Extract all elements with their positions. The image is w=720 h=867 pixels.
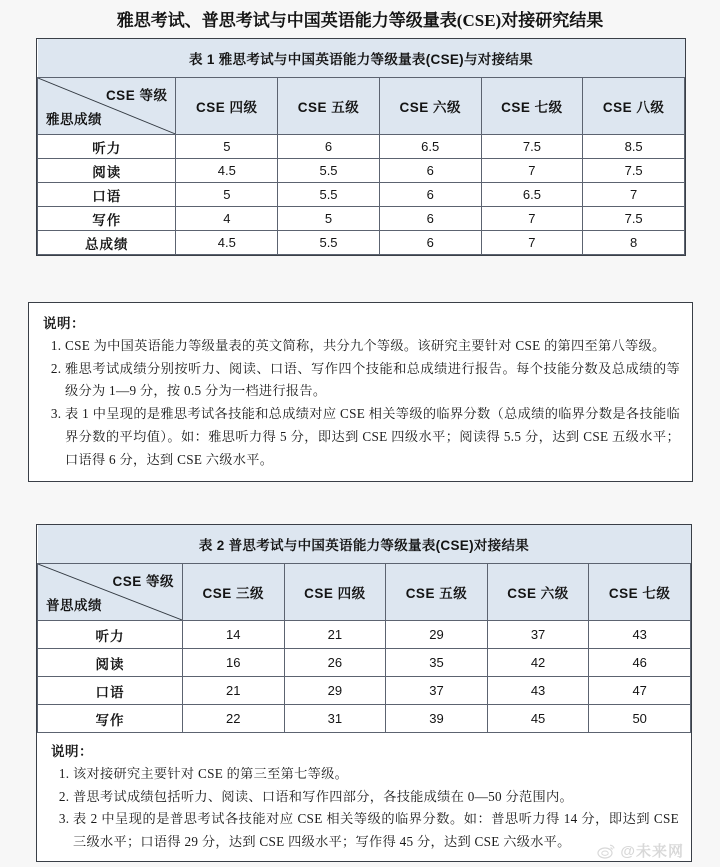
table-2-cell: 45 bbox=[487, 705, 589, 733]
table-2-col-header: CSE 三级 bbox=[182, 564, 284, 621]
table-2-row-label: 口语 bbox=[38, 677, 183, 705]
table-row bbox=[38, 135, 685, 159]
table-1-cell: 7 bbox=[583, 183, 685, 207]
table-1-cell: 7.5 bbox=[583, 207, 685, 231]
table-1-cell: 7 bbox=[481, 207, 583, 231]
table-1-corner-bottom-label: 雅思成绩 bbox=[46, 112, 102, 127]
table-row bbox=[38, 159, 685, 183]
table-2-cell: 46 bbox=[589, 649, 691, 677]
table-2-row-label: 听力 bbox=[38, 621, 183, 649]
table-1-cell: 7 bbox=[481, 231, 583, 255]
table-2-row-label: 写作 bbox=[38, 705, 183, 733]
table-1-col-header: CSE 六级 bbox=[379, 78, 481, 135]
table-2-cell: 43 bbox=[589, 621, 691, 649]
table-1-corner-header bbox=[38, 78, 176, 135]
table-2-cell: 43 bbox=[487, 677, 589, 705]
list-item: 1. 该对接研究主要针对 CSE 的第三至第七等级。 bbox=[73, 763, 679, 785]
list-item: 1. CSE 为中国英语能力等级量表的英文简称，共分九个等级。该研究主要针对 CSE 的第四至第八等级。 bbox=[65, 335, 680, 358]
table-1-row-label: 总成绩 bbox=[38, 231, 176, 255]
table-1-cell: 4 bbox=[176, 207, 278, 231]
table-1-caption-row bbox=[38, 39, 685, 78]
table-row bbox=[38, 621, 691, 649]
table-1-row-label: 阅读 bbox=[38, 159, 176, 183]
table-2-cell: 21 bbox=[182, 677, 284, 705]
table-1-cell: 6.5 bbox=[481, 183, 583, 207]
table-2-cell: 29 bbox=[386, 621, 488, 649]
page-title: 雅思考试、普思考试与中国英语能力等级量表(CSE)对接研究结果 bbox=[116, 11, 604, 30]
table-2-caption-row bbox=[38, 525, 691, 564]
table-1-cell: 5.5 bbox=[278, 183, 380, 207]
table-1-cell: 5 bbox=[176, 183, 278, 207]
notes-1-heading: 说明： bbox=[43, 316, 85, 331]
table-1-cell: 6 bbox=[379, 207, 481, 231]
table-row bbox=[38, 183, 685, 207]
table-1 bbox=[37, 39, 685, 255]
table-2-cell: 37 bbox=[487, 621, 589, 649]
table-2-cell: 29 bbox=[284, 677, 386, 705]
table-2-cell: 42 bbox=[487, 649, 589, 677]
table-2-caption: 表 2 普思考试与中国英语能力等级量表(CSE)对接结果 bbox=[38, 525, 691, 564]
table-1-col-header: CSE 五级 bbox=[278, 78, 380, 135]
table-1-cell: 6 bbox=[379, 183, 481, 207]
table-2-cell: 31 bbox=[284, 705, 386, 733]
table-1-cell: 8 bbox=[583, 231, 685, 255]
table-2-col-header: CSE 四级 bbox=[284, 564, 386, 621]
table-row bbox=[38, 207, 685, 231]
table-1-cell: 7.5 bbox=[583, 159, 685, 183]
table-2-cell: 16 bbox=[182, 649, 284, 677]
list-item: 2. 普思考试成绩包括听力、阅读、口语和写作四部分，各技能成绩在 0—50 分范围内。 bbox=[73, 786, 679, 808]
table-1-cell: 5 bbox=[176, 135, 278, 159]
table-1-col-header: CSE 八级 bbox=[583, 78, 685, 135]
table-1-col-header: CSE 四级 bbox=[176, 78, 278, 135]
table-1-col-header: CSE 七级 bbox=[481, 78, 583, 135]
table-1-cell: 5 bbox=[278, 207, 380, 231]
table-1-cell: 4.5 bbox=[176, 231, 278, 255]
table-2-corner-bottom-label: 普思成绩 bbox=[46, 598, 102, 614]
table-2-cell: 35 bbox=[386, 649, 488, 677]
table-1-container bbox=[36, 38, 686, 256]
table-2-cell: 21 bbox=[284, 621, 386, 649]
watermark-text: @未来网 bbox=[620, 843, 684, 860]
table-2-cell: 37 bbox=[386, 677, 488, 705]
table-2-cell: 22 bbox=[182, 705, 284, 733]
notes-box-1 bbox=[28, 302, 693, 482]
table-row bbox=[38, 231, 685, 255]
spacer bbox=[0, 256, 720, 302]
list-item: 3. 表 1 中呈现的是雅思考试各技能和总成绩对应 CSE 相关等级的临界分数（总成绩的临界分数是各技能临界分数的平均值）。如：雅思听力得 5 分，即达到 CSE 四级水平；阅读得 5.5 分，达到 CSE 五级水平；口语得 6 分，达到 CSE 六级水平。 bbox=[65, 403, 680, 471]
table-2-cell: 47 bbox=[589, 677, 691, 705]
table-1-cell: 6 bbox=[379, 159, 481, 183]
table-2-col-header: CSE 五级 bbox=[386, 564, 488, 621]
table-1-row-label: 口语 bbox=[38, 183, 176, 207]
table-2-corner-top-label: CSE 等级 bbox=[112, 574, 174, 590]
table-2-cell: 50 bbox=[589, 705, 691, 733]
notes-1-list bbox=[43, 335, 680, 471]
table-2-col-header: CSE 六级 bbox=[487, 564, 589, 621]
table-1-corner-top-label: CSE 等级 bbox=[105, 88, 168, 103]
table-1-cell: 6.5 bbox=[379, 135, 481, 159]
table-2-container bbox=[36, 524, 692, 862]
table-row bbox=[38, 649, 691, 677]
table-2-row-label: 阅读 bbox=[38, 649, 183, 677]
table-1-cell: 4.5 bbox=[176, 159, 278, 183]
notes-2-list bbox=[51, 763, 679, 853]
table-1-cell: 5.5 bbox=[278, 159, 380, 183]
table-2-header-row bbox=[38, 564, 691, 621]
table-1-cell: 7.5 bbox=[481, 135, 583, 159]
table-1-header-row bbox=[38, 78, 685, 135]
list-item: 3. 表 2 中呈现的是普思考试各技能对应 CSE 相关等级的临界分数。如：普思听力得 14 分，即达到 CSE 三级水平；口语得 29 分，达到 CSE 四级水平；写作得 45 分，达到 CSE 六级水平。 bbox=[73, 808, 679, 853]
table-2-col-header: CSE 七级 bbox=[589, 564, 691, 621]
table-1-cell: 7 bbox=[481, 159, 583, 183]
table-row bbox=[38, 677, 691, 705]
table-1-cell: 5.5 bbox=[278, 231, 380, 255]
spacer bbox=[0, 482, 720, 524]
table-1-cell: 6 bbox=[379, 231, 481, 255]
table-row bbox=[38, 705, 691, 733]
notes-box-2 bbox=[37, 733, 691, 861]
table-1-cell: 6 bbox=[278, 135, 380, 159]
table-2-cell: 39 bbox=[386, 705, 488, 733]
table-2-corner-header bbox=[38, 564, 183, 621]
table-1-row-label: 听力 bbox=[38, 135, 176, 159]
table-2 bbox=[37, 525, 691, 733]
table-1-caption: 表 1 雅思考试与中国英语能力等级量表(CSE)与对接结果 bbox=[38, 39, 685, 78]
table-1-cell: 8.5 bbox=[583, 135, 685, 159]
notes-2-heading: 说明： bbox=[51, 744, 93, 760]
table-1-row-label: 写作 bbox=[38, 207, 176, 231]
list-item: 2. 雅思考试成绩分别按听力、阅读、口语、写作四个技能和总成绩进行报告。每个技能分数及总成绩的等级分为 1—9 分，按 0.5 分为一档进行报告。 bbox=[65, 358, 680, 403]
table-2-cell: 14 bbox=[182, 621, 284, 649]
table-2-cell: 26 bbox=[284, 649, 386, 677]
